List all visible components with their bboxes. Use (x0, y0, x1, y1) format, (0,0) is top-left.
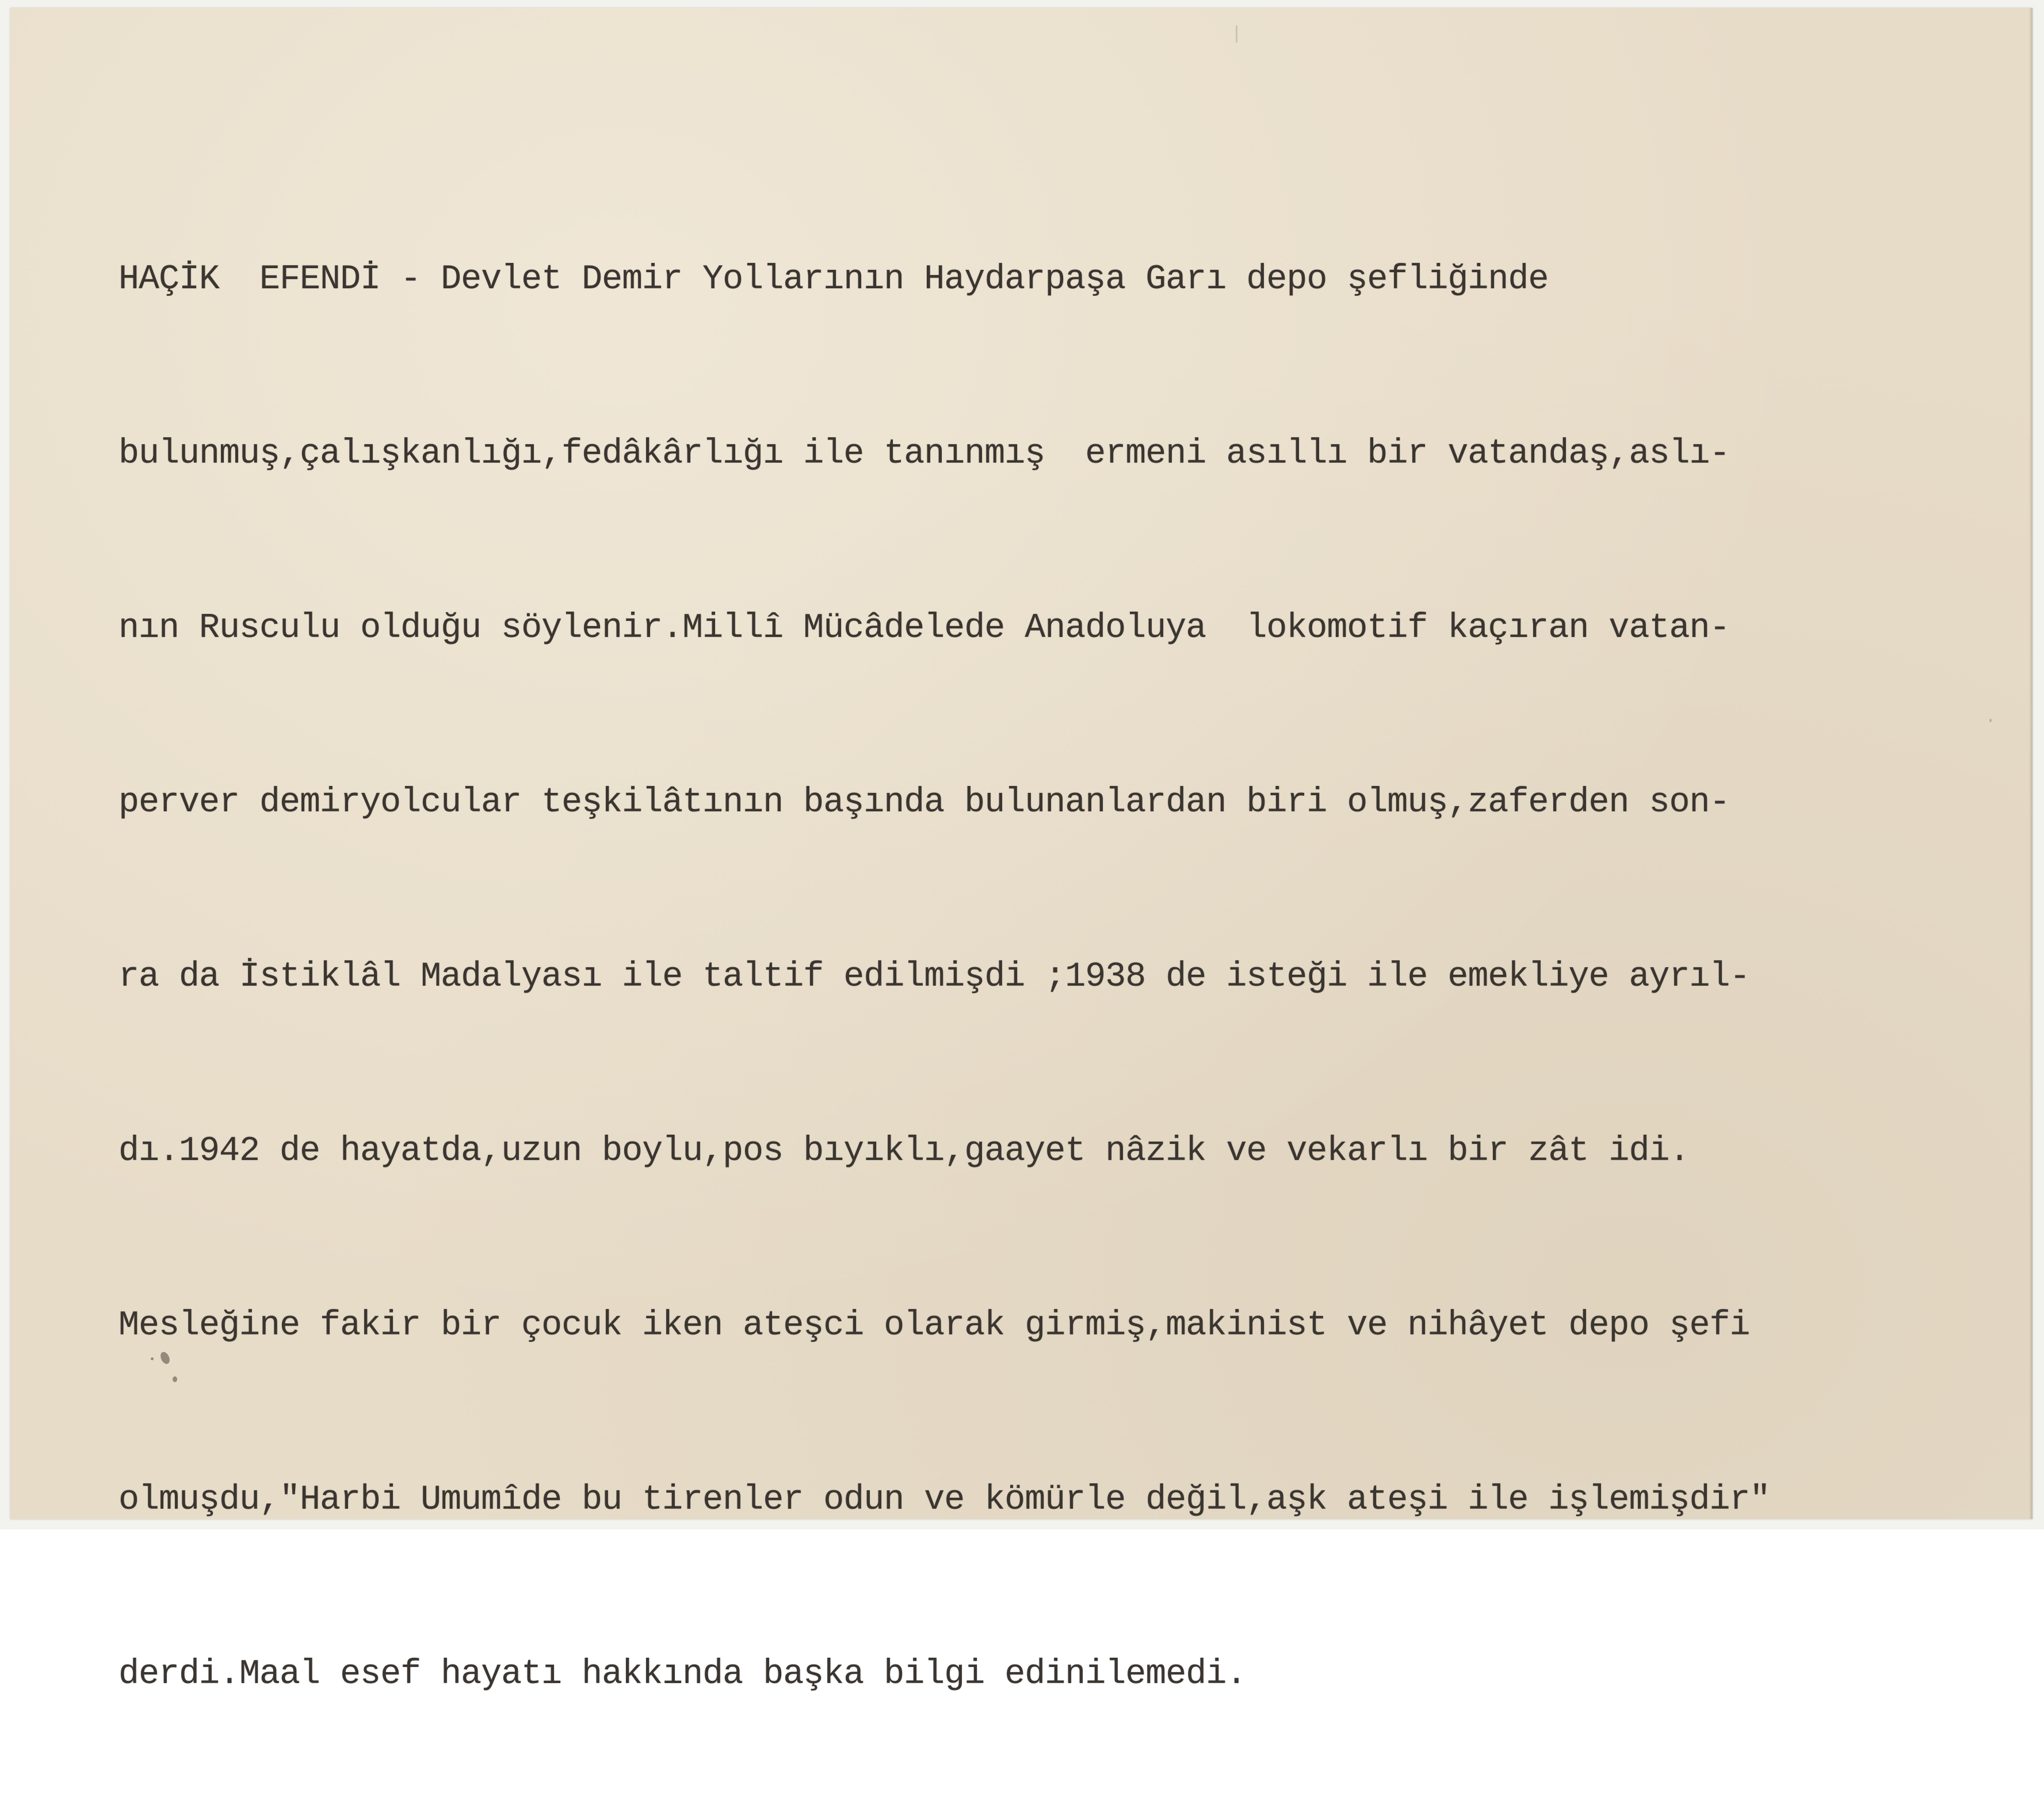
text-line-8: olmuşdu,"Harbi Umumîde bu tirenler odun ve kömürle değil,aşk ateşi ile işlemişdir" (119, 1481, 1770, 1520)
card-edge-shadow (2029, 8, 2032, 1519)
ink-speck (1989, 719, 1992, 722)
index-card (10, 8, 2032, 1694)
text-line-3: nın Rusculu olduğu söylenir.Millî Mücâdelede Anadoluya lokomotif kaçıran vatan- (119, 609, 1730, 648)
text-line-5: ra da İstiklâl Madalyası ile taltif edilmişdi ;1938 de isteği ile emekliye ayrıl- (119, 957, 1750, 997)
text-line-6: dı.1942 de hayatda,uzun boylu,pos bıyıklı,gaayet nâzik ve vekarlı bir zât idi. (119, 1132, 1690, 1171)
ink-speck (173, 1376, 177, 1382)
ink-speck (151, 1357, 154, 1360)
text-line-2: bulunmuş,çalışkanlığı,fedâkârlığı ile tanınmış ermeni asıllı bir vatandaş,aslı- (119, 434, 1730, 474)
typewritten-text (119, 135, 2017, 1820)
paper-scratch (1236, 25, 1237, 43)
text-line-4: perver demiryolcular teşkilâtının başında bulunanlardan biri olmuş,zaferden son- (119, 783, 1730, 822)
text-line-1: HAÇİK EFENDİ - Devlet Demir Yollarının Haydarpaşa Garı depo şefliğinde (119, 260, 1549, 299)
text-line-7: Mesleğine fakir bir çocuk iken ateşci olarak girmiş,makinist ve nihâyet depo şefi (119, 1306, 1750, 1345)
text-line-9: derdi.Maal esef hayatı hakkında başka bilgi edinilemedi. (119, 1655, 1247, 1694)
